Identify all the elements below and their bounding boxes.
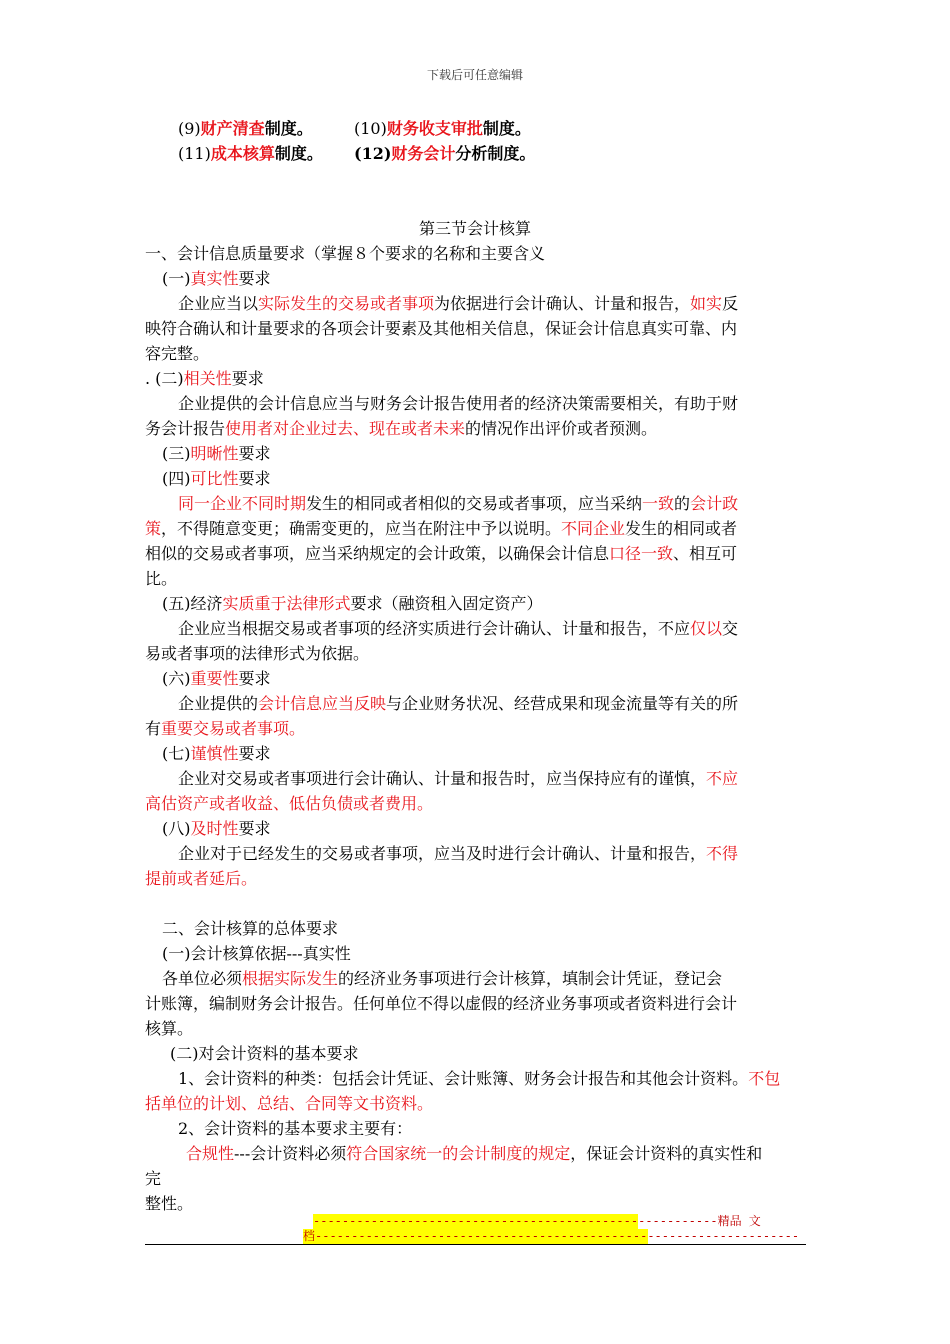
s2-item-2-heading: (二)对会计资料的基本要求 <box>170 1044 359 1063</box>
s2-item-2-text-5: 完 <box>145 1169 162 1188</box>
req-4-text-2: 策，不得随意变更；确需变更的，应当在附注中予以说明。不同企业发生的相同或者 <box>145 519 738 538</box>
req-6-heading: (六)重要性要求 <box>162 669 271 688</box>
item-9: (9)财产清查制度。 <box>178 119 313 138</box>
item-11: (11)成本核算制度。 <box>178 144 323 163</box>
req-7-heading: (七)谨慎性要求 <box>162 744 271 763</box>
item-12: (12)财务会计分析制度。 <box>354 144 536 163</box>
footer-banner-line-2: 档------------------------------------------------------------------- <box>303 1229 800 1243</box>
req-5-text-2: 易或者事项的法律形式为依据。 <box>145 644 370 663</box>
req-5-heading: (五)经济实质重于法律形式要求（融资租入固定资产） <box>162 594 543 613</box>
section-title: 第三节会计核算 <box>418 219 531 238</box>
s2-item-2-text-2: 括单位的计划、总结、合同等文书资料。 <box>145 1094 434 1113</box>
req-7-text-2: 高估资产或者收益、低估负债或者费用。 <box>145 794 434 813</box>
s2-item-2-text-6: 整性。 <box>145 1194 194 1213</box>
req-4-text-1: 同一企业不同时期发生的相同或者相似的交易或者事项，应当采纳一致的会计政 <box>178 494 739 513</box>
req-8-heading: (八)及时性要求 <box>162 819 271 838</box>
req-7-text-1: 企业对交易或者事项进行会计确认、计量和报告时，应当保持应有的谨慎，不应 <box>178 769 739 788</box>
req-4-heading: (四)可比性要求 <box>162 469 271 488</box>
s2-item-1-heading: (一)会计核算依据---真实性 <box>162 944 351 963</box>
req-8-text-2: 提前或者延后。 <box>145 869 258 888</box>
req-2-heading: . (二)相关性要求 <box>145 369 264 388</box>
req-3-heading: (三)明晰性要求 <box>162 444 271 463</box>
req-6-text-2: 有重要交易或者事项。 <box>145 719 306 738</box>
page-header: 下载后可任意编辑 <box>426 68 523 82</box>
req-1-text-2: 映符合确认和计量要求的各项会计要素及其他相关信息，保证会计信息真实可靠、内 <box>145 319 738 338</box>
footer-rule <box>145 1244 806 1245</box>
req-5-text-1: 企业应当根据交易或者事项的经济实质进行会计确认、计量和报告，不应仅以交 <box>178 619 739 638</box>
req-4-text-4: 比。 <box>145 569 178 588</box>
req-6-text-1: 企业提供的会计信息应当反映与企业财务状况、经营成果和现金流量等有关的所 <box>178 694 739 713</box>
s2-item-2-text-3: 2、会计资料的基本要求主要有： <box>178 1119 413 1138</box>
req-2-text-1: 企业提供的会计信息应当与财务会计报告使用者的经济决策需要相关，有助于财 <box>178 394 739 413</box>
s2-item-2-text-4: 合规性---会计资料必须符合国家统一的会计制度的规定，保证会计资料的真实性和 <box>186 1144 763 1163</box>
req-1-text-1: 企业应当以实际发生的交易或者事项为依据进行会计确认、计量和报告，如实反 <box>178 294 739 313</box>
req-8-text-1: 企业对于已经发生的交易或者事项，应当及时进行会计确认、计量和报告，不得 <box>178 844 739 863</box>
s2-item-1-text-1: 各单位必须根据实际发生的经济业务事项进行会计核算，填制会计凭证，登记会 <box>162 969 723 988</box>
s2-item-2-text-1: 1、会计资料的种类：包括会计凭证、会计账簿、财务会计报告和其他会计资料。不包 <box>178 1069 781 1088</box>
s2-item-1-text-2: 计账簿，编制财务会计报告。任何单位不得以虚假的经济业务事项或者资料进行会计 <box>145 994 738 1013</box>
req-2-text-2: 务会计报告使用者对企业过去、现在或者未来的情况作出评价或者预测。 <box>145 419 658 438</box>
req-1-text-3: 容完整。 <box>145 344 210 363</box>
section-1-heading: 一、会计信息质量要求（掌握８个要求的名称和主要含义 <box>145 244 546 263</box>
req-1-heading: (一)真实性要求 <box>162 269 271 288</box>
s2-item-1-text-3: 核算。 <box>145 1019 194 1038</box>
item-10: (10)财务收支审批制度。 <box>354 119 531 138</box>
footer-banner-line-1: --------------------------------------------------------精品 文 <box>313 1214 761 1228</box>
section-2-heading: 二、会计核算的总体要求 <box>162 919 339 938</box>
req-4-text-3: 相似的交易或者事项，应当采纳规定的会计政策，以确保会计信息口径一致、相互可 <box>145 544 738 563</box>
